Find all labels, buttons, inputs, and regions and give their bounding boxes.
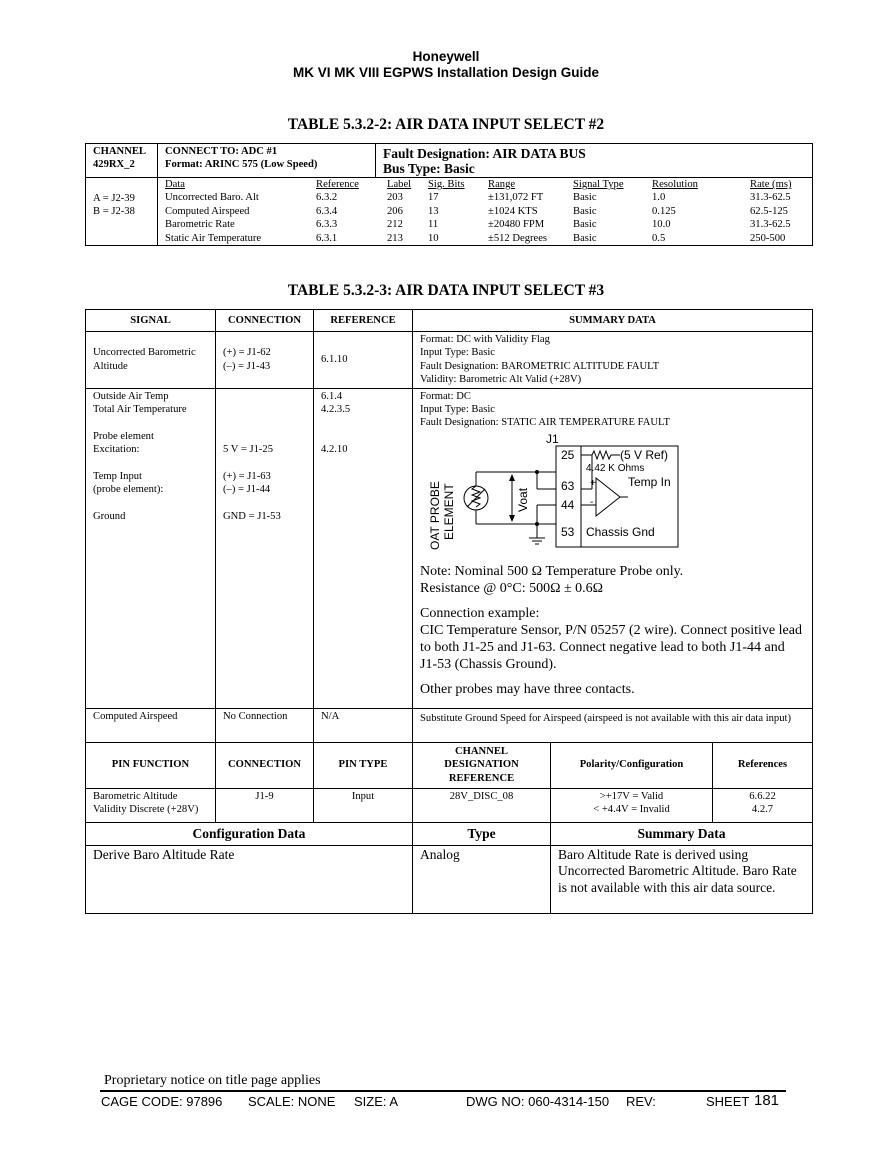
size: SIZE: A	[354, 1094, 399, 1109]
col-reference: Reference	[316, 179, 359, 190]
row-air-temperature	[86, 388, 813, 708]
cell: 6.3.2	[316, 192, 338, 204]
cell: ±131,072 FT	[488, 192, 544, 204]
header-type: Type	[413, 822, 551, 845]
connection-line: 5 V = J1-25	[223, 444, 274, 456]
chassis-gnd-label: Chassis Gnd	[586, 524, 655, 539]
cell: 6.3.4	[316, 205, 338, 217]
pin-a: A = J2-39	[93, 193, 135, 204]
minus-sign: -	[590, 496, 594, 508]
col-label: Label	[387, 179, 412, 190]
format: Format: ARINC 575 (Low Speed)	[165, 159, 318, 171]
pin-connection-cell: J1-9	[216, 788, 314, 822]
pin-63: 63	[561, 478, 575, 493]
cell: 6.3.1	[316, 232, 338, 244]
footer-rule	[100, 1090, 786, 1092]
table2-header-row	[86, 310, 813, 332]
header-connection: CONNECTION	[216, 310, 314, 332]
signal-line: Temp Input	[93, 471, 142, 483]
connection-line: (+) = J1-63	[223, 470, 271, 482]
config-row	[86, 845, 813, 913]
cell: Barometric Rate	[165, 219, 235, 231]
arrow-head-icon	[509, 474, 515, 481]
summary-line: Format: DC with Validity Flag	[420, 334, 550, 345]
pin-b: B = J2-38	[93, 206, 135, 218]
connection-line	[223, 416, 313, 429]
document-title: MK VI MK VIII EGPWS Installation Design Guide	[292, 65, 600, 80]
header-connection: CONNECTION	[216, 742, 314, 788]
cell: Basic	[573, 192, 597, 204]
data-header-row	[165, 178, 812, 191]
sheet-label: SHEET	[706, 1094, 750, 1109]
pin-row	[86, 788, 813, 822]
connection-line	[223, 497, 313, 510]
signal-line	[93, 497, 215, 510]
polarity-line: < +4.4V = Invalid	[593, 804, 670, 816]
cell: Static Air Temperature	[165, 232, 262, 244]
pin-references-cell	[713, 788, 813, 822]
channel-value: 429RX_2	[93, 159, 135, 171]
header-channel-designation: CHANNEL DESIGNATION REFERENCE	[413, 742, 551, 788]
revision: REV:	[626, 1094, 656, 1109]
header-summary: SUMMARY DATA	[413, 310, 813, 332]
pin-25: 25	[561, 447, 575, 462]
reference-line: 4.2.7	[751, 804, 774, 816]
table1-title: TABLE 5.3.2-2: AIR DATA INPUT SELECT #2	[287, 116, 605, 133]
header-configuration-data: Configuration Data	[86, 822, 413, 845]
cell: 13	[428, 205, 439, 217]
reference-line: 6.6.22	[749, 790, 776, 802]
signal-cell	[86, 332, 216, 389]
channel-label: CHANNEL	[93, 146, 146, 157]
cell: ±20480 FPM	[488, 219, 545, 231]
scale: SCALE: NONE	[248, 1094, 336, 1109]
signal-cell: Computed Airspeed	[86, 708, 216, 742]
cell: 0.5	[652, 232, 666, 244]
connect-cell	[158, 144, 376, 178]
polarity-line: >+17V = Valid	[599, 790, 664, 802]
connection-line	[223, 403, 313, 416]
reference-line: 4.2.3.5	[321, 404, 351, 416]
cell: 203	[387, 192, 403, 204]
cell: 31.3-62.5	[750, 219, 791, 231]
summary-line: Format: DC	[420, 390, 471, 402]
signal-line: Probe element	[93, 430, 154, 442]
signal-line: Total Air Temperature	[93, 404, 187, 416]
signal-line: Excitation:	[93, 444, 140, 456]
connection-cell	[216, 332, 314, 389]
cell: 250-500	[750, 232, 786, 244]
pin-polarity-cell	[551, 788, 713, 822]
cell: Computed Airspeed	[165, 205, 250, 217]
header-references: References	[713, 742, 813, 788]
pin-channel-cell: 28V_DISC_08	[413, 788, 551, 822]
cell: ±512 Degrees	[488, 232, 548, 244]
reference-line	[321, 416, 412, 429]
pin-function-cell	[86, 788, 216, 822]
connection-line	[223, 430, 313, 443]
col-signal-type: Signal Type	[573, 179, 624, 190]
col-rate: Rate (ms)	[750, 179, 792, 190]
signal-line	[93, 416, 215, 429]
reference-line: 6.1.4	[321, 390, 343, 402]
table2-title: TABLE 5.3.2-3: AIR DATA INPUT SELECT #3	[287, 282, 605, 299]
cell: 31.3-62.5	[750, 192, 791, 204]
cell: 62.5-125	[750, 205, 788, 217]
bus-type: Bus Type: Basic	[383, 161, 475, 176]
cell: 10.0	[652, 219, 671, 231]
probe-label-1: OAT PROBE	[428, 480, 442, 550]
col-data: Data	[165, 179, 185, 190]
connection-line	[223, 390, 313, 403]
connect-to: CONNECT TO: ADC #1	[165, 146, 278, 157]
example-text: CIC Temperature Sensor, P/N 05257 (2 wire). Connect positive lead to both J1-25 and J1-63. Connect negative lead to both J1-44 and J1-53 (Chassis Ground).	[420, 622, 802, 672]
config-type-cell: Analog	[413, 845, 551, 913]
temp-in-label: Temp In	[628, 474, 671, 489]
summary-cell	[413, 332, 813, 389]
signal-line: Uncorrected Barometric	[93, 347, 196, 359]
header-pin-function: PIN FUNCTION	[86, 742, 216, 788]
row-baro-altitude	[86, 332, 813, 389]
reference-cell: 6.1.10	[314, 332, 413, 389]
header-signal: SIGNAL	[86, 310, 216, 332]
summary-line: Input Type: Basic	[420, 347, 495, 359]
summary-cell	[413, 388, 813, 708]
header-polarity: Polarity/Configuration	[551, 742, 713, 788]
plus-sign: +	[590, 477, 596, 489]
signal-cell	[86, 388, 216, 708]
pin-header-row	[86, 742, 813, 788]
col-resolution: Resolution	[652, 179, 698, 190]
cell: 0.125	[652, 205, 676, 217]
summary-cell: Substitute Ground Speed for Airspeed (airspeed is not available with this air data input)	[413, 708, 813, 742]
reference-cell	[314, 388, 413, 708]
cell: 212	[387, 219, 403, 231]
fault-cell	[376, 144, 813, 178]
connection-line	[223, 457, 313, 470]
connection-line: (+) = J1-62	[223, 347, 271, 359]
data-cell	[158, 178, 813, 246]
probe-label-2: ELEMENT	[442, 483, 456, 540]
cell: Basic	[573, 232, 597, 244]
cell: 11	[428, 219, 439, 231]
connection-cell: No Connection	[216, 708, 314, 742]
cell: 10	[428, 232, 439, 244]
data-subtable	[165, 178, 812, 245]
summary-line: Fault Designation: STATIC AIR TEMPERATURE FAULT	[420, 417, 670, 429]
cell: ±1024 KTS	[488, 205, 538, 217]
cell: Basic	[573, 219, 597, 231]
cell: 206	[387, 205, 403, 217]
cell: 17	[428, 192, 439, 204]
arrow-head-icon	[509, 515, 515, 522]
ohms-label: 4.42 K Ohms	[586, 462, 645, 474]
table1	[85, 143, 813, 246]
j1-label: J1	[546, 431, 559, 446]
col-sig-bits: Sig. Bits	[428, 179, 465, 190]
proprietary-notice: Proprietary notice on title page applies	[104, 1073, 321, 1088]
signal-line	[93, 457, 215, 470]
reference-cell: N/A	[314, 708, 413, 742]
voat-label: Voat	[516, 487, 530, 512]
fault-designation: Fault Designation: AIR DATA BUS	[383, 146, 586, 161]
note-line-1: Note: Nominal 500 Ω Temperature Probe only.	[420, 563, 684, 579]
cell: Uncorrected Baro. Alt	[165, 192, 259, 204]
cell: 213	[387, 232, 403, 244]
reference-line: 4.2.10	[321, 444, 348, 456]
table2	[85, 309, 813, 914]
data-row	[165, 205, 812, 218]
reference-line	[321, 430, 412, 443]
example-title: Connection example:	[420, 605, 540, 621]
connection-cell	[216, 388, 314, 708]
header-reference: REFERENCE	[314, 310, 413, 332]
pin-function-line: Barometric Altitude	[93, 790, 178, 802]
cell: 6.3.3	[316, 219, 338, 231]
config-summary-cell: Baro Altitude Rate is derived using Uncorrected Barometric Altitude. Baro Rate is not available with this air data source.	[551, 845, 813, 913]
pins-cell	[86, 178, 158, 246]
connection-line: (–) = J1-44	[223, 484, 271, 496]
cell: 1.0	[652, 192, 666, 204]
sheet-number: 181	[754, 1092, 780, 1109]
other-probes: Other probes may have three contacts.	[420, 681, 635, 697]
amplifier-icon	[596, 478, 620, 516]
thermistor-arrow	[467, 489, 485, 507]
summary-line: Fault Designation: BAROMETRIC ALTITUDE FAULT	[420, 360, 660, 372]
summary-line: Validity: Barometric Alt Valid (+28V)	[420, 374, 582, 386]
config-header-row	[86, 822, 813, 845]
oat-probe-wiring-diagram	[420, 432, 720, 562]
dwg-number: DWG NO: 060-4314-150	[466, 1094, 610, 1109]
data-row	[165, 191, 812, 204]
config-data-cell: Derive Baro Altitude Rate	[86, 845, 413, 913]
header-pin-type: PIN TYPE	[314, 742, 413, 788]
signal-line: (probe element):	[93, 484, 164, 496]
cage-code: CAGE CODE: 97896	[101, 1094, 223, 1109]
company-name: Honeywell	[412, 49, 480, 64]
cell: Basic	[573, 205, 597, 217]
resistor-icon	[581, 451, 620, 459]
data-row	[165, 232, 812, 245]
thermistor-resistor	[472, 486, 480, 507]
header-summary-data: Summary Data	[551, 822, 813, 845]
signal-line: Ground	[93, 511, 126, 523]
pin-type-cell: Input	[314, 788, 413, 822]
channel-cell	[86, 144, 158, 178]
ref-label: (5 V Ref)	[620, 447, 669, 462]
summary-line: Input Type: Basic	[420, 404, 495, 416]
connection-line: GND = J1-53	[223, 511, 281, 523]
signal-line: Altitude	[93, 360, 128, 372]
signal-line: Outside Air Temp	[93, 390, 169, 402]
pin-44: 44	[561, 497, 575, 512]
row-computed-airspeed	[86, 708, 813, 742]
col-range: Range	[488, 179, 516, 190]
pin-53: 53	[561, 524, 575, 539]
pin-function-line: Validity Discrete (+28V)	[93, 804, 199, 816]
note-line-2: Resistance @ 0°C: 500Ω ± 0.6Ω	[420, 580, 604, 596]
data-row	[165, 218, 812, 231]
connection-line: (–) = J1-43	[223, 360, 271, 372]
